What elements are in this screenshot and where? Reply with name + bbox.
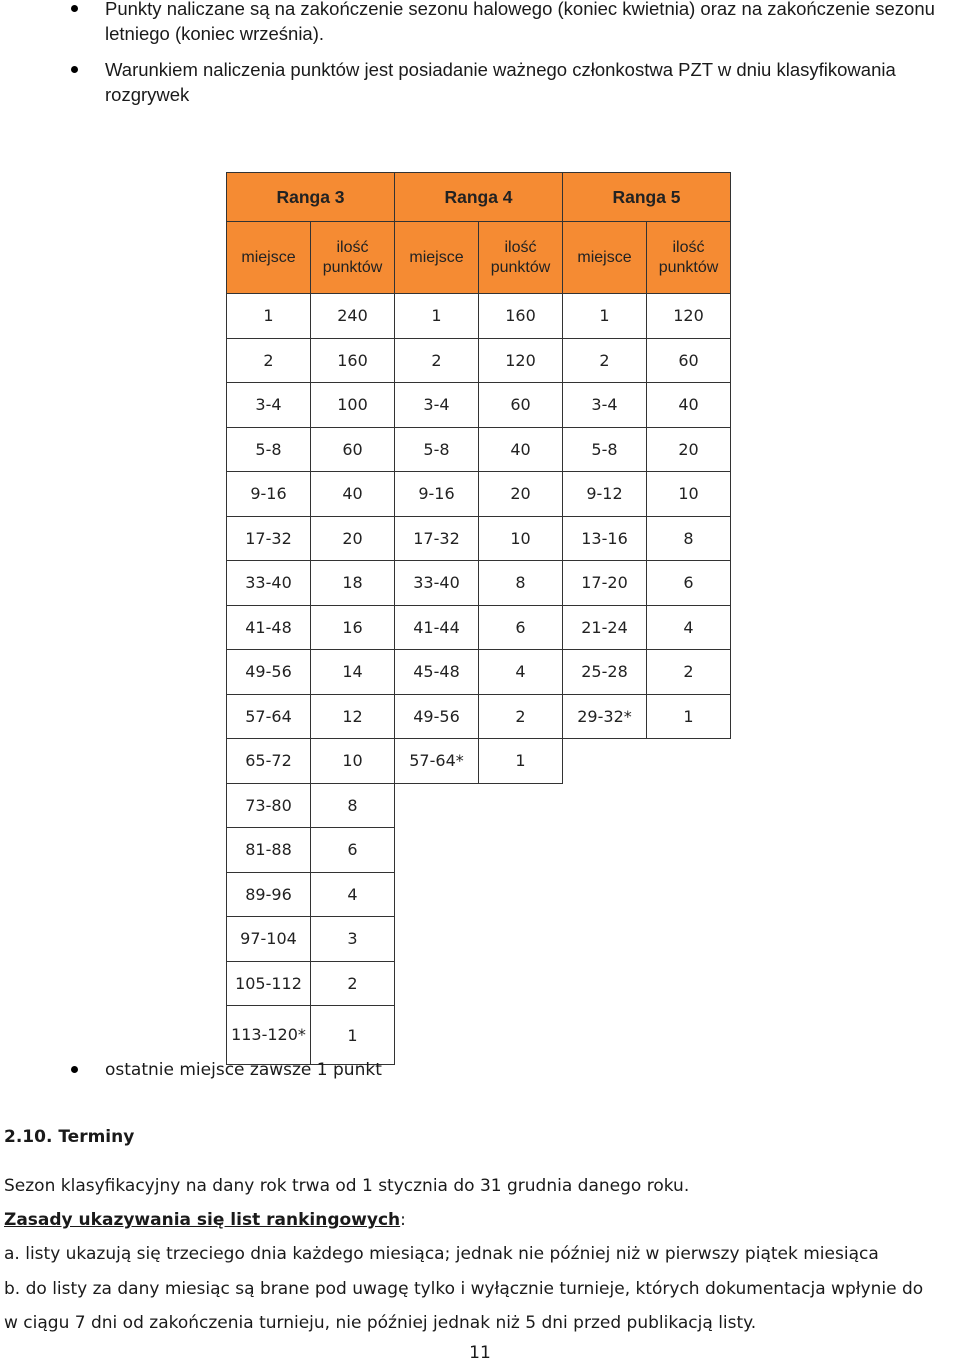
rules-heading-colon: : bbox=[400, 1210, 406, 1230]
place-cell: 2 bbox=[395, 338, 479, 383]
points-header-line1: ilość bbox=[504, 238, 537, 256]
bullet-item-season-end bbox=[105, 0, 960, 46]
table-row bbox=[227, 338, 731, 383]
points-cell: 12 bbox=[311, 694, 395, 739]
bullet-text-line2: letniego (koniec września). bbox=[105, 23, 325, 44]
place-cell: 25-28 bbox=[563, 650, 647, 695]
place-cell: 1 bbox=[563, 294, 647, 339]
points-cell: 1 bbox=[479, 739, 563, 784]
points-cell: 60 bbox=[311, 427, 395, 472]
points-cell: 4 bbox=[647, 605, 731, 650]
table-row bbox=[227, 828, 731, 873]
points-cell: 160 bbox=[479, 294, 563, 339]
place-cell: 29-32* bbox=[563, 694, 647, 739]
place-cell: 17-32 bbox=[227, 516, 311, 561]
points-cell: 120 bbox=[647, 294, 731, 339]
points-header-line1: ilość bbox=[672, 238, 705, 256]
table-row bbox=[227, 650, 731, 695]
place-cell: 33-40 bbox=[227, 561, 311, 606]
table-row bbox=[227, 961, 731, 1006]
points-cell: 3 bbox=[311, 917, 395, 962]
points-cell: 10 bbox=[311, 739, 395, 784]
rule-b-line2: w ciągu 7 dni od zakończenia turnieju, nie później jednak niż 5 dni przed publikacją listy. bbox=[4, 1313, 757, 1333]
place-cell: 17-32 bbox=[395, 516, 479, 561]
points-header bbox=[311, 222, 395, 294]
place-header: miejsce bbox=[227, 222, 311, 294]
place-cell: 9-12 bbox=[563, 472, 647, 517]
rule-b-line1: b. do listy za dany miesiąc są brane pod uwagę tylko i wyłącznie turnieje, których dokumentacja wpłynie do bbox=[4, 1279, 924, 1299]
place-cell: 89-96 bbox=[227, 872, 311, 917]
bullet-text-line1: Punkty naliczane są na zakończenie sezonu halowego (koniec kwietnia) oraz na zakończenie sezonu bbox=[105, 0, 935, 19]
place-cell: 45-48 bbox=[395, 650, 479, 695]
table-body bbox=[227, 294, 731, 1065]
place-cell: 9-16 bbox=[227, 472, 311, 517]
table-row bbox=[227, 1006, 731, 1065]
place-cell: 57-64 bbox=[227, 694, 311, 739]
page-number: 11 bbox=[469, 1343, 491, 1363]
table-row bbox=[227, 872, 731, 917]
points-cell: 8 bbox=[479, 561, 563, 606]
points-cell: 100 bbox=[311, 383, 395, 428]
rank-header-row bbox=[227, 173, 731, 222]
place-cell: 49-56 bbox=[227, 650, 311, 695]
points-cell: 120 bbox=[479, 338, 563, 383]
place-cell: 33-40 bbox=[395, 561, 479, 606]
points-cell: 2 bbox=[311, 961, 395, 1006]
place-cell: 21-24 bbox=[563, 605, 647, 650]
points-cell: 60 bbox=[479, 383, 563, 428]
bullet-text-line2: rozgrywek bbox=[105, 84, 190, 105]
points-cell: 14 bbox=[311, 650, 395, 695]
points-cell: 240 bbox=[311, 294, 395, 339]
place-cell: 5-8 bbox=[227, 427, 311, 472]
points-cell: 10 bbox=[647, 472, 731, 517]
points-cell: 18 bbox=[311, 561, 395, 606]
points-header bbox=[647, 222, 731, 294]
place-cell: 81-88 bbox=[227, 828, 311, 873]
points-header bbox=[479, 222, 563, 294]
points-cell: 8 bbox=[311, 783, 395, 828]
place-cell: 2 bbox=[563, 338, 647, 383]
table-row bbox=[227, 472, 731, 517]
points-cell: 40 bbox=[479, 427, 563, 472]
points-cell: 4 bbox=[311, 872, 395, 917]
table-row bbox=[227, 739, 731, 784]
place-cell: 1 bbox=[227, 294, 311, 339]
place-cell: 5-8 bbox=[563, 427, 647, 472]
points-header-line2: punktów bbox=[658, 258, 719, 276]
rules-heading-line bbox=[4, 1208, 406, 1232]
points-cell: 40 bbox=[647, 383, 731, 428]
points-cell: 6 bbox=[479, 605, 563, 650]
last-place-note bbox=[105, 1058, 382, 1082]
place-cell: 105-112 bbox=[227, 961, 311, 1006]
points-header-line1: ilość bbox=[336, 238, 369, 256]
points-header-line2: punktów bbox=[322, 258, 383, 276]
last-place-text: ostatnie miejsce zawsze 1 punkt bbox=[105, 1060, 382, 1080]
place-cell: 113-120* bbox=[227, 1006, 311, 1065]
place-cell: 49-56 bbox=[395, 694, 479, 739]
rank-header: Ranga 4 bbox=[395, 173, 563, 222]
bullet-dot-icon bbox=[71, 66, 78, 73]
bullet-item-membership bbox=[105, 57, 960, 107]
table-row bbox=[227, 383, 731, 428]
place-header: miejsce bbox=[395, 222, 479, 294]
rank-header: Ranga 3 bbox=[227, 173, 395, 222]
place-cell: 3-4 bbox=[227, 383, 311, 428]
points-cell: 1 bbox=[647, 694, 731, 739]
points-cell: 8 bbox=[647, 516, 731, 561]
table-row bbox=[227, 294, 731, 339]
place-cell: 13-16 bbox=[563, 516, 647, 561]
table-row bbox=[227, 917, 731, 962]
place-cell: 73-80 bbox=[227, 783, 311, 828]
points-cell: 6 bbox=[311, 828, 395, 873]
place-header: miejsce bbox=[563, 222, 647, 294]
points-cell: 10 bbox=[479, 516, 563, 561]
place-cell: 41-48 bbox=[227, 605, 311, 650]
place-cell: 57-64* bbox=[395, 739, 479, 784]
place-cell: 17-20 bbox=[563, 561, 647, 606]
table-row bbox=[227, 427, 731, 472]
points-cell: 20 bbox=[647, 427, 731, 472]
place-cell: 41-44 bbox=[395, 605, 479, 650]
points-header-line2: punktów bbox=[490, 258, 551, 276]
place-cell: 5-8 bbox=[395, 427, 479, 472]
place-cell: 3-4 bbox=[395, 383, 479, 428]
points-cell: 16 bbox=[311, 605, 395, 650]
points-table bbox=[226, 172, 731, 1065]
points-cell: 4 bbox=[479, 650, 563, 695]
points-cell: 160 bbox=[311, 338, 395, 383]
place-cell: 97-104 bbox=[227, 917, 311, 962]
points-cell: 40 bbox=[311, 472, 395, 517]
bullet-dot-icon bbox=[71, 5, 78, 12]
section-title: 2.10. Terminy bbox=[4, 1127, 135, 1147]
points-cell: 20 bbox=[479, 472, 563, 517]
table-row bbox=[227, 694, 731, 739]
bullet-dot-icon bbox=[71, 1066, 78, 1073]
table-row bbox=[227, 516, 731, 561]
points-cell: 60 bbox=[647, 338, 731, 383]
place-cell: 1 bbox=[395, 294, 479, 339]
table-row bbox=[227, 605, 731, 650]
sub-header-row bbox=[227, 222, 731, 294]
place-cell: 65-72 bbox=[227, 739, 311, 784]
rank-header: Ranga 5 bbox=[563, 173, 731, 222]
points-cell: 2 bbox=[647, 650, 731, 695]
place-cell: 3-4 bbox=[563, 383, 647, 428]
table-row bbox=[227, 783, 731, 828]
season-paragraph: Sezon klasyfikacyjny na dany rok trwa od 1 stycznia do 31 grudnia danego roku. bbox=[4, 1176, 690, 1196]
points-cell: 20 bbox=[311, 516, 395, 561]
points-cell: 2 bbox=[479, 694, 563, 739]
points-cell: 1 bbox=[311, 1006, 395, 1065]
bullet-text-line1: Warunkiem naliczenia punktów jest posiadanie ważnego członkostwa PZT w dniu klasyfikowania bbox=[105, 59, 896, 80]
place-cell: 9-16 bbox=[395, 472, 479, 517]
points-cell: 6 bbox=[647, 561, 731, 606]
place-cell: 2 bbox=[227, 338, 311, 383]
rules-heading: Zasady ukazywania się list rankingowych bbox=[4, 1210, 401, 1230]
rule-a: a. listy ukazują się trzeciego dnia każdego miesiąca; jednak nie później niż w pierwszy piątek miesiąca bbox=[4, 1244, 879, 1264]
table-row bbox=[227, 561, 731, 606]
